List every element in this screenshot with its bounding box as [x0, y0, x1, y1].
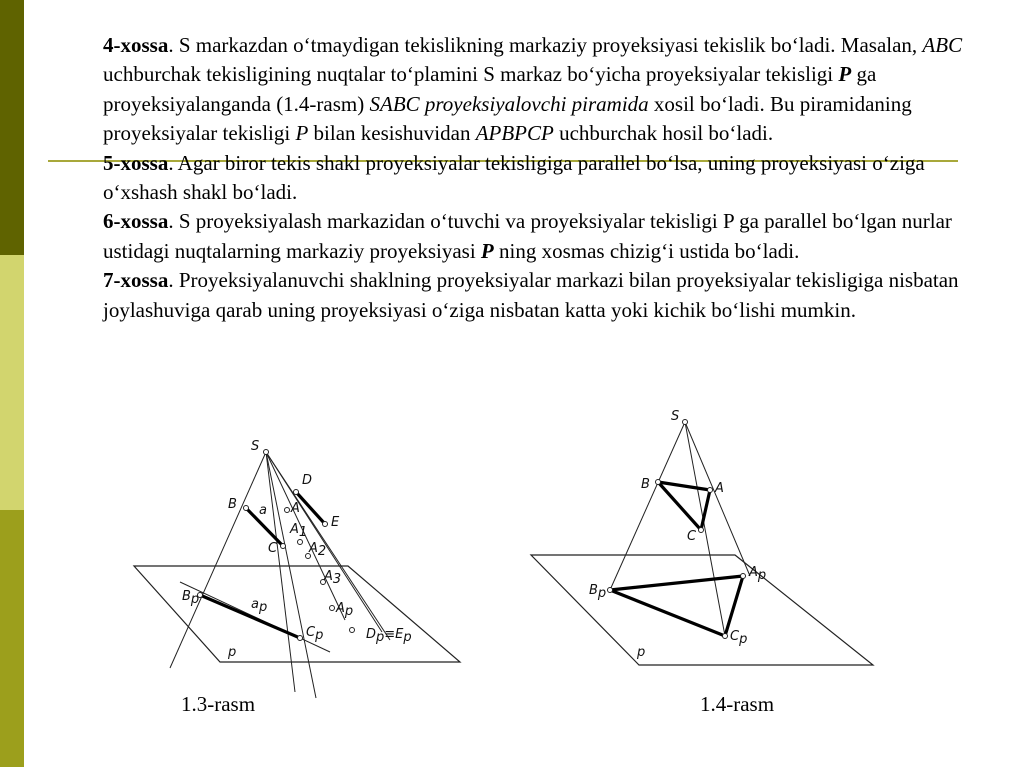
label-C: C — [687, 529, 697, 544]
label-Cp: Cp — [306, 625, 324, 643]
label-A2: A2 — [309, 541, 327, 559]
label-S: S — [251, 439, 260, 454]
label-A1: A1 — [290, 522, 308, 540]
label-A: A — [291, 501, 300, 516]
slide-text — [103, 31, 983, 325]
paragraph-5xossa: 5-xossa. Agar biror tekis shakl proyeksiyalar tekisligiga parallel bo‘lsa, uning proyeksiyasi o‘ziga o‘xshash shakl bo‘ladi. — [103, 150, 925, 205]
projection-rays — [170, 452, 390, 698]
label-S: S — [671, 409, 680, 424]
left-stripe-light — [0, 255, 24, 510]
paragraph-7xossa: 7-xossa. Proyeksiyalanuvchi shaklning proyeksiyalar markazi bilan proyeksiyalar tekisligiga nisbatan joylashuviga qarab uning proyeksiyasi o‘ziga nisbatan katta yoki kichik bo‘lishi mumkin. — [103, 268, 959, 322]
label-DpEp: Dp≡Ep — [366, 627, 412, 645]
label-D: D — [302, 473, 313, 488]
caption-1-4: 1.4-rasm — [700, 692, 775, 716]
label-Cp: Cp — [730, 629, 748, 647]
label-P: p — [637, 645, 646, 660]
label-A3: A3 — [324, 569, 342, 587]
label-Ap: Ap — [336, 601, 354, 619]
figure-1-3-drawing — [120, 430, 480, 700]
label-E: E — [331, 515, 340, 530]
paragraph-4xossa: 4-xossa. S markazdan o‘tmaydigan tekislikning markaziy proyeksiyasi tekislik bo‘ladi. Masalan, ABC uchburchak tekisligining nuqtalar to‘plamini S markaz bo‘yicha proyeksiyalar tekisligi P ga proyeksiyalanganda (1.4-rasm) SABC proyeksiyalovchi piramida xosil bo‘ladi. Bu piramidaning proyeksiyalar tekisligi P bilan kesishuvidan APBPCP uchburchak hosil bo‘ladi. — [103, 33, 963, 146]
figure-1-4-drawing — [525, 400, 885, 670]
left-stripe-dark — [0, 0, 24, 255]
label-Bp: Bp — [589, 583, 607, 601]
label-ap: ap — [251, 597, 268, 615]
label-Bp: Bp — [182, 589, 200, 607]
label-C: C — [268, 541, 278, 556]
projection-rays — [610, 422, 750, 636]
left-stripe-mid — [0, 510, 24, 767]
thick-triangles — [610, 482, 743, 636]
label-B: B — [641, 477, 650, 492]
paragraph-6xossa: 6-xossa. S proyeksiyalash markazidan o‘tuvchi va proyeksiyalar tekisligi P ga parallel bo‘lgan nurlar ustidagi nuqtalarning markaziy proyeksiyasi P ning xosmas chizig‘i ustida bo‘ladi. — [103, 209, 952, 263]
figure-1-3 — [120, 430, 480, 700]
label-B: B — [228, 497, 237, 512]
plane-p — [134, 566, 460, 662]
plane-p — [531, 555, 873, 665]
label-A: A — [715, 481, 724, 496]
figure-1-4 — [525, 400, 885, 670]
label-a: a — [259, 503, 267, 518]
label-P: p — [228, 645, 237, 660]
caption-1-3: 1.3-rasm — [181, 692, 256, 716]
points — [608, 420, 746, 639]
label-Ap: Ap — [749, 565, 767, 583]
